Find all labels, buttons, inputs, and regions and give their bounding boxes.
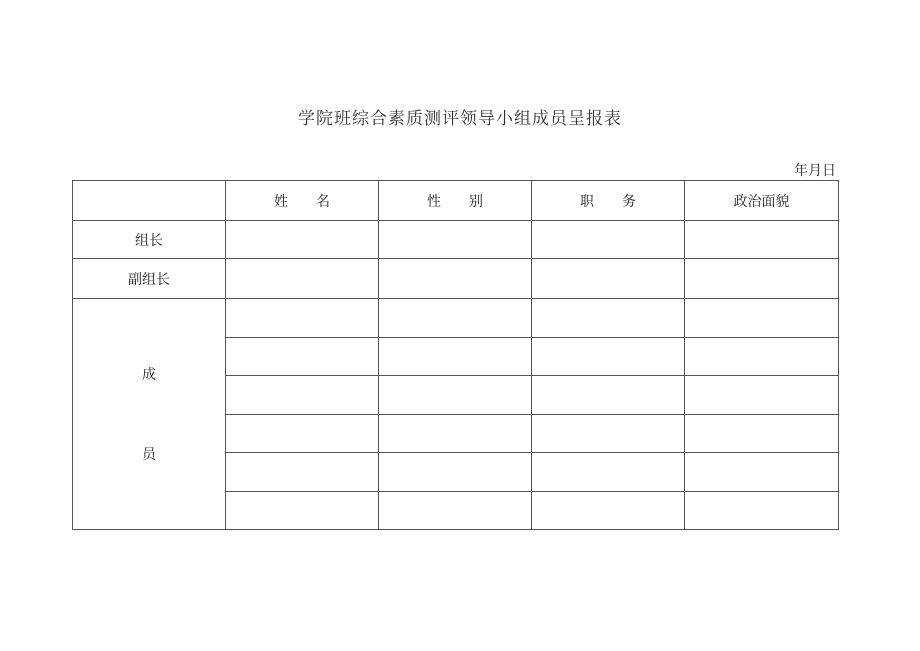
member-political-cell[interactable] [685,337,839,376]
member-row [73,299,839,338]
member-gender-cell[interactable] [379,337,532,376]
deputy-political-cell[interactable] [685,259,839,299]
header-position: 职 务 [532,181,685,221]
member-name-cell[interactable] [226,376,379,415]
header-name: 姓 名 [226,181,379,221]
member-political-cell[interactable] [685,414,839,453]
leader-row [73,221,839,259]
row-label-deputy: 副组长 [73,259,226,299]
deputy-row [73,259,839,299]
member-name-cell[interactable] [226,299,379,338]
member-name-cell[interactable] [226,491,379,530]
member-position-cell[interactable] [532,414,685,453]
deputy-gender-cell[interactable] [379,259,532,299]
member-gender-cell[interactable] [379,376,532,415]
member-position-cell[interactable] [532,453,685,492]
member-position-cell[interactable] [532,299,685,338]
member-position-cell[interactable] [532,337,685,376]
document-title: 学院班综合素质测评领导小组成员呈报表 [298,109,622,129]
header-corner-cell [73,181,226,221]
member-position-cell[interactable] [532,491,685,530]
leader-political-cell[interactable] [685,221,839,259]
roster-table [72,180,839,530]
member-gender-cell[interactable] [379,299,532,338]
member-gender-cell[interactable] [379,453,532,492]
header-row [73,181,839,221]
leader-position-cell[interactable] [532,221,685,259]
member-name-cell[interactable] [226,337,379,376]
member-political-cell[interactable] [685,376,839,415]
row-label-members [73,299,226,530]
deputy-position-cell[interactable] [532,259,685,299]
leader-gender-cell[interactable] [379,221,532,259]
member-gender-cell[interactable] [379,491,532,530]
member-label-char-2: 员 [142,447,156,463]
header-gender: 性 别 [379,181,532,221]
member-political-cell[interactable] [685,491,839,530]
row-label-leader: 组长 [73,221,226,259]
member-name-cell[interactable] [226,453,379,492]
member-political-cell[interactable] [685,453,839,492]
deputy-name-cell[interactable] [226,259,379,299]
member-political-cell[interactable] [685,299,839,338]
member-name-cell[interactable] [226,414,379,453]
member-position-cell[interactable] [532,376,685,415]
leader-name-cell[interactable] [226,221,379,259]
member-gender-cell[interactable] [379,414,532,453]
date-label: 年月日 [794,163,836,179]
member-label-char-1: 成 [142,367,156,383]
header-political-status: 政治面貌 [685,181,839,221]
